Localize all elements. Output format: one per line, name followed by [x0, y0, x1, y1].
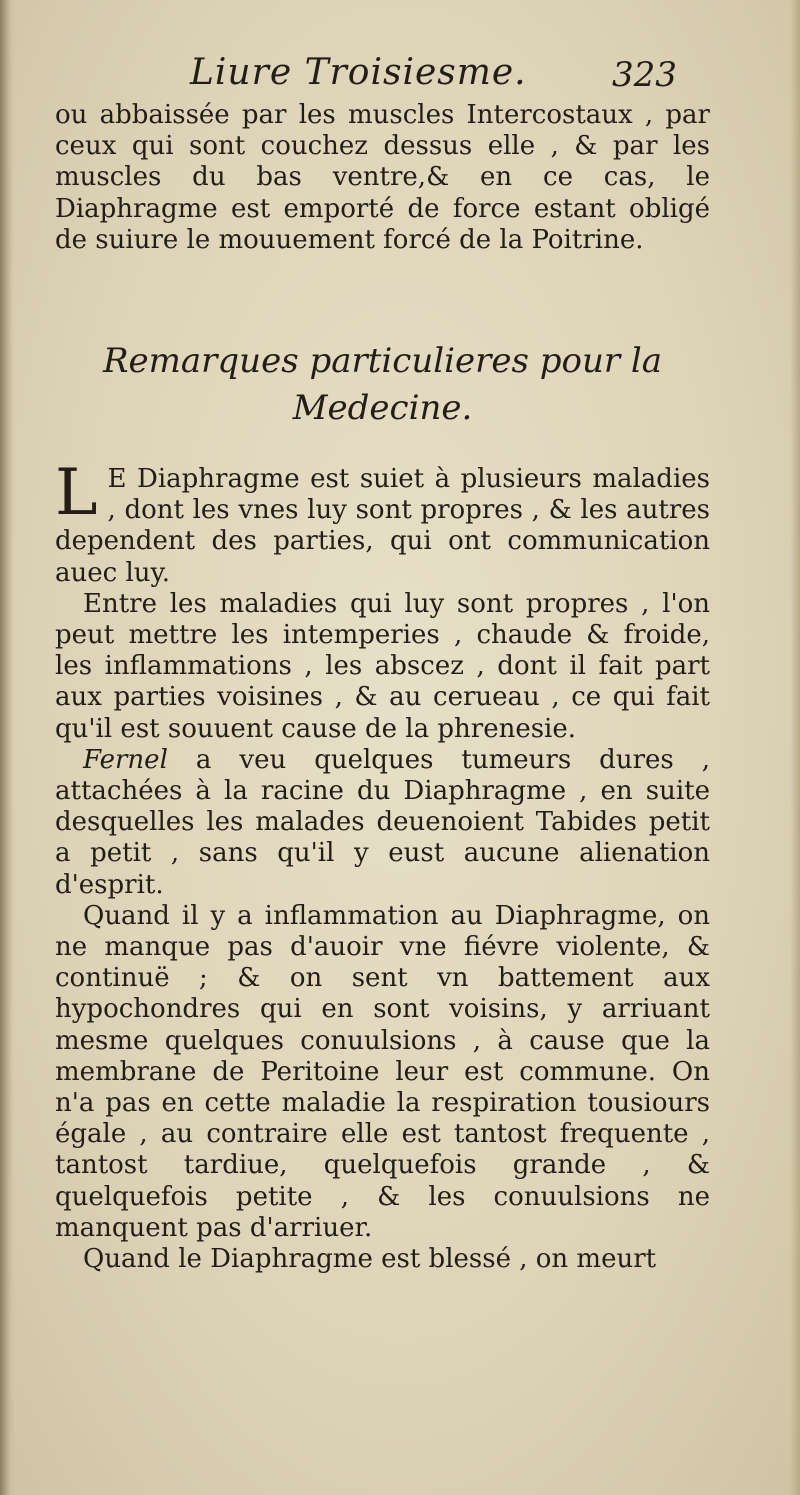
- paragraph-2: Entre les maladies qui luy sont propres , l'on peut mettre les intemperies , chaude & froide, les inflammations , les abscez , dont il fait part aux parties voisines , & au cerueau , ce qui fait qu'il est souuent cause de la phrenesie.: [55, 588, 710, 744]
- paragraph-1-text: E Diaphragme est suiet à plusieurs maladies , dont les vnes luy sont propres , & les autres dependent des parties, qui ont communication auec luy.: [55, 464, 710, 588]
- paragraph-3-text: a veu quelques tumeurs dures , attachées à la racine du Diaphragme , en suite desquelles les malades deuenoient Tabides petit a petit , sans qu'il y eust aucune alienation d'esprit.: [55, 744, 710, 900]
- continuation-paragraph: [55, 100, 710, 256]
- paragraph-1: [55, 456, 710, 589]
- paragraph-5: Quand le Diaphragme est blessé , on meurt: [83, 1244, 657, 1275]
- page-gutter-shadow: [0, 0, 14, 1495]
- author-name: Fernel: [83, 744, 168, 775]
- section-body: [55, 456, 710, 1275]
- section-heading: Remarques particulieres pour la Medecine.: [102, 341, 663, 428]
- running-title: Liure Troisiesme.: [190, 52, 527, 93]
- paragraph-text: ou abbaissée par les muscles Intercostaux , par ceux qui sont couchez dessus elle , & par les muscles du bas ventre,& en ce cas, le Diaphragme est emporté de force estant obligé de suiure le mouuement forcé de la Poitrine.: [55, 100, 710, 255]
- drop-cap: L: [55, 456, 98, 530]
- page-number: 323: [612, 55, 677, 95]
- page-edge: [790, 0, 800, 1495]
- paragraph-3: [55, 745, 710, 901]
- paragraph-4: Quand il y a inflammation au Diaphragme, on ne manque pas d'auoir vne fiévre violente, & continuë ; & on sent vn battement aux hypochondres qui en sont voisins, y arriuant mesme quelques conuulsions , à cause que la membrane de Peritoine leur est commune. On n'a pas en cette maladie la respiration tousiours égale , au contraire elle est tantost frequente , tantost tardiue, quelquefois grande , & quelquefois petite , & les conuulsions ne manquent pas d'arriuer.: [55, 900, 710, 1243]
